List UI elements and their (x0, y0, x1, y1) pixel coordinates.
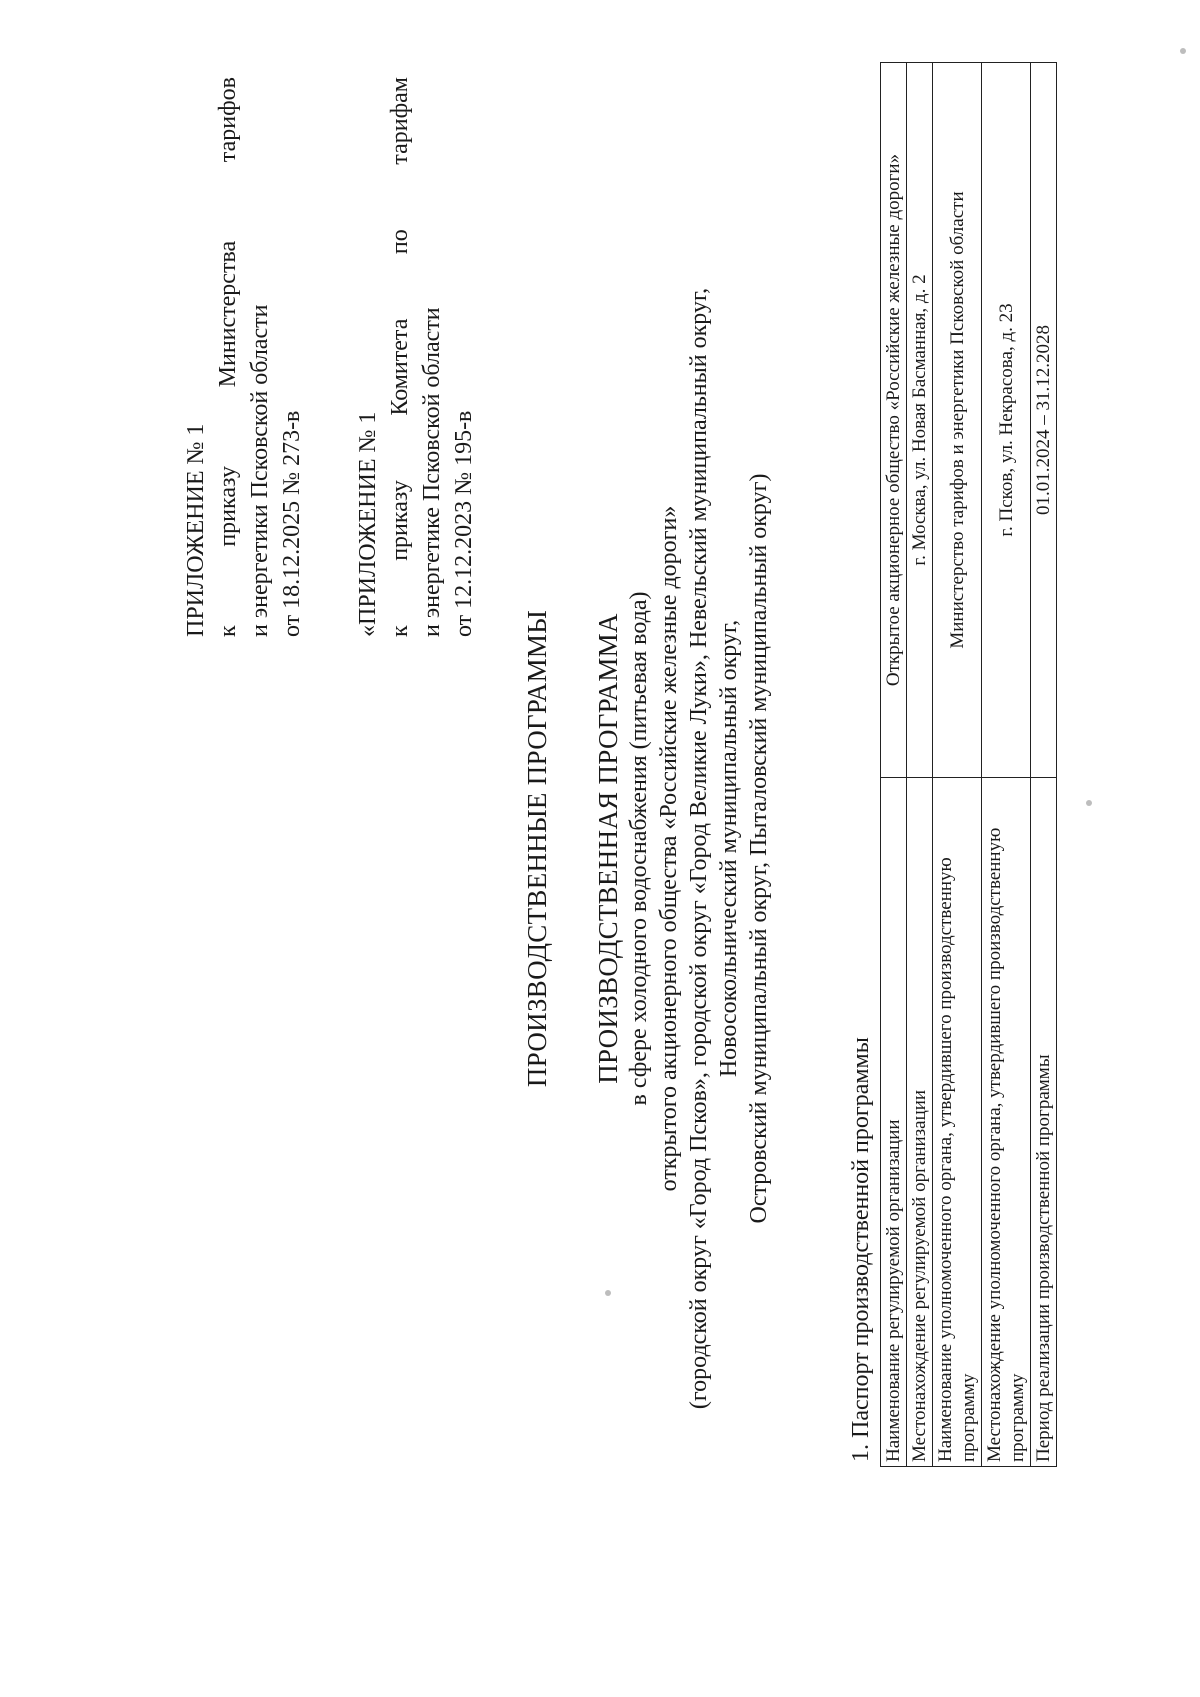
table-cell-label: Период реализации производственной программы (1031, 778, 1057, 1467)
table-cell-value: 01.01.2024 – 31.12.2028 (1031, 63, 1057, 778)
approval-line-2: и энергетике Псковской области (419, 307, 445, 637)
approval-line-3: от 18.12.2025 № 273-в (279, 410, 305, 637)
approval-title: ПРИЛОЖЕНИЕ № 1 (183, 423, 209, 637)
program-line: открытого акционерного общества «Российские железные дороги» (656, 505, 682, 1192)
scan-speck (1180, 48, 1186, 54)
table-cell-value: г. Москва, ул. Новая Басманная, д. 2 (907, 63, 933, 778)
document-title: ПРОИЗВОДСТВЕННЫЕ ПРОГРАММЫ (522, 609, 552, 1088)
program-line: (городской округ «Город Псков», городской округ «Город Великие Луки», Невельский муниципальный округ, (686, 287, 712, 1410)
program-header (592, 0, 774, 1697)
table-cell-value: Открытое акционерное общество «Российские железные дороги» (881, 63, 907, 778)
approval-line-3: от 12.12.2023 № 195-в (451, 410, 477, 637)
approval-word: приказу (215, 466, 241, 547)
approval-title: «ПРИЛОЖЕНИЕ № 1 (355, 411, 381, 637)
program-line: в сфере холодного водоснабжения (питьевая вода) (626, 591, 652, 1106)
approval-line-1 (384, 77, 416, 637)
approval-word: Комитета (387, 318, 413, 416)
table-row (881, 63, 907, 1467)
approval-block-current (180, 77, 308, 637)
passport-caption: 1. Паспорт производственной программы (848, 1037, 874, 1462)
scan-speck (605, 1290, 611, 1296)
approval-word: по (387, 229, 413, 255)
table-row (1031, 63, 1057, 1467)
table-row (907, 63, 933, 1467)
table-cell-label: Местонахождение регулируемой организации (907, 778, 933, 1467)
table-cell-label: Наименование уполномоченного органа, утвердившего производственную программу (933, 778, 982, 1467)
table-row (982, 63, 1031, 1467)
approval-word: тарифов (215, 77, 241, 163)
table-cell-value: Министерство тарифов и энергетики Псковской области (933, 63, 982, 778)
table-cell-label: Местонахождение уполномоченного органа, утвердившего производственную программу (982, 778, 1031, 1467)
passport-table (880, 62, 1057, 1467)
approval-word: Министерства (215, 240, 241, 388)
program-heading: ПРОИЗВОДСТВЕННАЯ ПРОГРАММА (593, 613, 623, 1084)
scan-speck (1086, 800, 1092, 806)
table-cell-label: Наименование регулируемой организации (881, 778, 907, 1467)
approval-word: тарифам (387, 77, 413, 165)
program-line: Островский муниципальный округ, Пыталовский муниципальный округ) (746, 473, 772, 1224)
table-cell-value: г. Псков, ул. Некрасова, д. 23 (982, 63, 1031, 778)
program-line: Новосокольнический муниципальный округ, (716, 619, 742, 1078)
approval-word: к (215, 625, 241, 637)
approval-line-2: и энергетики Псковской области (247, 304, 273, 637)
table-row (933, 63, 982, 1467)
approval-word: приказу (387, 480, 413, 561)
approval-word: к (387, 625, 413, 637)
approval-block-previous (352, 77, 480, 637)
approval-line-1 (212, 77, 244, 637)
